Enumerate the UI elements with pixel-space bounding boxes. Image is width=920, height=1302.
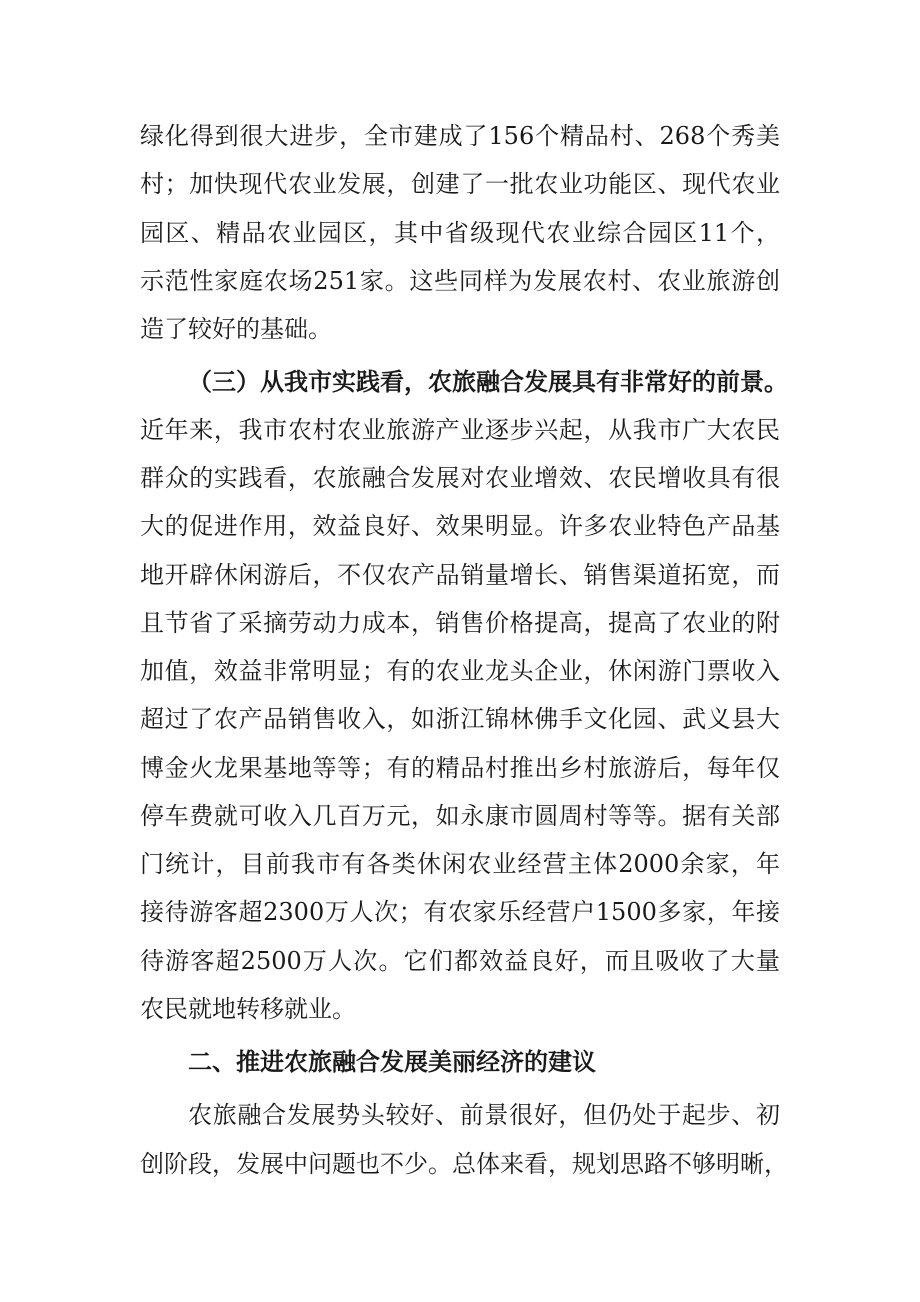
text-line: 创阶段，发展中问题也不少。总体来看，规划思路不够明晰， bbox=[140, 1150, 788, 1178]
text-line: 博金火龙果基地等等；有的精品村推出乡村旅游后，每年仅 bbox=[140, 754, 780, 782]
text-line: 门统计，目前我市有各类休闲农业经营主体2000余家，年 bbox=[140, 850, 780, 878]
text-line: 绿化得到很大进步，全市建成了156个精品村、268个秀美 bbox=[140, 122, 780, 150]
text-line: 加值，效益非常明显；有的农业龙头企业，休闲游门票收入 bbox=[140, 657, 780, 685]
text-line: 农旅融合发展势头较好、前景很好，但仍处于起步、初 bbox=[188, 1101, 780, 1129]
text-line: 园区、精品农业园区，其中省级现代农业综合园区11个， bbox=[140, 219, 780, 247]
text-line: 示范性家庭农场251家。这些同样为发展农村、农业旅游创 bbox=[140, 267, 780, 295]
section-3-heading: （三）从我市实践看，农旅融合发展具有非常好的前景。 bbox=[188, 367, 788, 396]
section-2-heading: 二、推进农旅融合发展美丽经济的建议 bbox=[188, 1048, 596, 1076]
text-line: 且节省了采摘劳动力成本，销售价格提高，提高了农业的附 bbox=[140, 609, 780, 637]
text-line: 地开辟休闲游后，不仅农产品销量增长、销售渠道拓宽，而 bbox=[140, 561, 780, 589]
text-line: 造了较好的基础。 bbox=[140, 315, 332, 343]
text-line: 农民就地转移就业。 bbox=[140, 995, 356, 1023]
text-line: 近年来，我市农村农业旅游产业逐步兴起，从我市广大农民 bbox=[140, 416, 780, 444]
text-line: 大的促进作用，效益良好、效果明显。许多农业特色产品基 bbox=[140, 512, 780, 540]
text-line: 待游客超2500万人次。它们都效益良好，而且吸收了大量 bbox=[140, 947, 780, 975]
text-line: 村；加快现代农业发展，创建了一批农业功能区、现代农业 bbox=[140, 170, 780, 198]
text-line: 接待游客超2300万人次；有农家乐经营户1500多家，年接 bbox=[140, 898, 780, 926]
text-line: 停车费就可收入几百万元，如永康市圆周村等等。据有关部 bbox=[140, 802, 780, 830]
text-line: 群众的实践看，农旅融合发展对农业增效、农民增收具有很 bbox=[140, 464, 780, 492]
text-line: 超过了农产品销售收入，如浙江锦林佛手文化园、武义县大 bbox=[140, 705, 780, 733]
